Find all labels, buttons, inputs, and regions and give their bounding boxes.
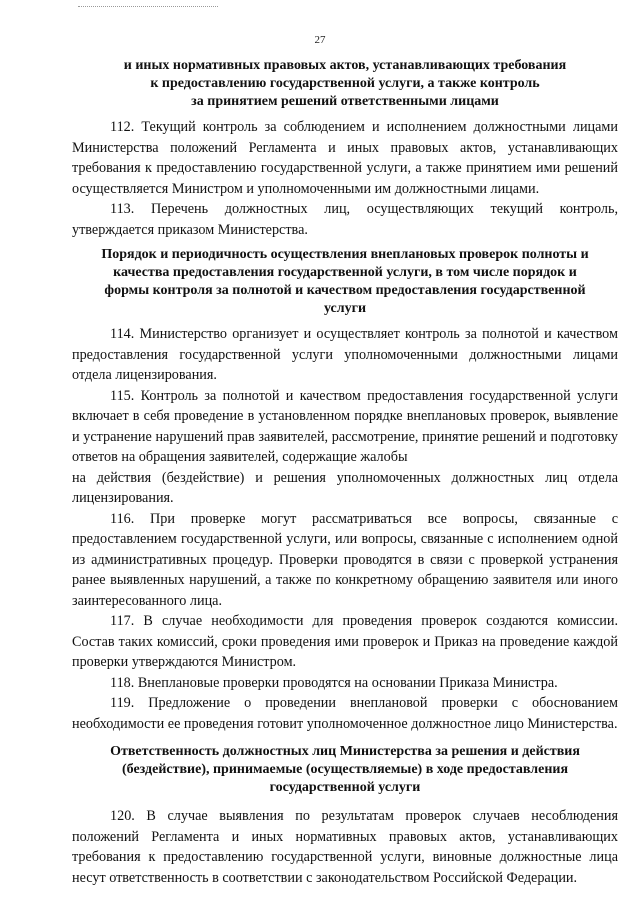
heading-line: государственной услуги bbox=[269, 780, 421, 795]
paragraph-118: 118. Внеплановые проверки проводятся на основании Приказа Министра. bbox=[110, 674, 558, 691]
section-heading-control bbox=[72, 57, 618, 111]
paragraph-119: 119. Предложение о проведении внеплановой проверки с обоснованием необходимости ее проведения готовит уполномоченное должностное лицо Министерства. bbox=[72, 695, 618, 732]
heading-line: за принятием решений ответственными лицами bbox=[191, 94, 499, 109]
scan-artifact bbox=[78, 0, 218, 7]
heading-line: качества предоставления государственной услуги, в том числе порядок и bbox=[113, 265, 577, 280]
paragraph-117: 117. В случае необходимости для проведения проверок создаются комиссии. Состав таких комиссий, сроки проведения ими проверок и Приказ на проведение каждой проверки утверждаются Министром. bbox=[72, 613, 618, 670]
section-heading-responsibility bbox=[72, 743, 618, 797]
section-heading-inspections bbox=[72, 246, 618, 318]
paragraph-113: 113. Перечень должностных лиц, осуществляющих текущий контроль, утверждается приказом Министерства. bbox=[72, 201, 618, 238]
page-number: 27 bbox=[314, 34, 326, 46]
document-body bbox=[72, 57, 618, 888]
heading-line: (бездействие), принимаемые (осуществляемые) в ходе предоставления bbox=[121, 762, 569, 777]
heading-line: Порядок и периодичность осуществления внеплановых проверок полноты и bbox=[101, 247, 589, 262]
paragraph-115-continuation: на действия (бездействие) и решения уполномоченных должностных лиц отдела лицензирования. bbox=[72, 469, 618, 506]
heading-line: формы контроля за полнотой и качеством предоставления государственной bbox=[104, 283, 586, 298]
paragraph-115: 115. Контроль за полнотой и качеством предоставления государственной услуги включает в себя проведение в установленном порядке внеплановых проверок, выявление и устранение нарушений прав заявителей, рассмотрение, принятие решений и подготовку ответов на обращения заявителей, содержащие жалобы bbox=[72, 387, 618, 465]
heading-line: услуги bbox=[323, 301, 367, 316]
paragraph-120: 120. В случае выявления по результатам проверок случаев несоблюдения положений Регламента и иных нормативных правовых актов, устанавливающих требования к предоставлению государственной услуги, виновные должностные лица несут ответственность в соответствии с законодательством Российской Федерации. bbox=[72, 808, 618, 886]
paragraph-112: 112. Текущий контроль за соблюдением и исполнением должностными лицами Министерства положений Регламента и иных правовых актов, устанавливающих требования к предоставлению государственной услуги, а также принятием ими решений осуществляется Министром и уполномоченными им должностными лицами. bbox=[72, 119, 618, 197]
paragraph-116: 116. При проверке могут рассматриваться все вопросы, связанные с предоставлением государственной услуги, или вопросы, связанные с исполнением одной из административных процедур. Проверки проводятся в связи с проверкой устранения ранее выявленных нарушений, а также по конкретному обращению заявителя или иного заинтересованного лица. bbox=[72, 510, 618, 609]
paragraph-114: 114. Министерство организует и осуществляет контроль за полнотой и качеством предоставления государственной услуги уполномоченными должностными лицами отдела лицензирования. bbox=[72, 326, 618, 383]
heading-line: и иных нормативных правовых актов, устанавливающих требования bbox=[123, 58, 567, 73]
heading-line: Ответственность должностных лиц Министерства за решения и действия bbox=[110, 744, 580, 759]
heading-line: к предоставлению государственной услуги, а также контроль bbox=[150, 76, 540, 91]
